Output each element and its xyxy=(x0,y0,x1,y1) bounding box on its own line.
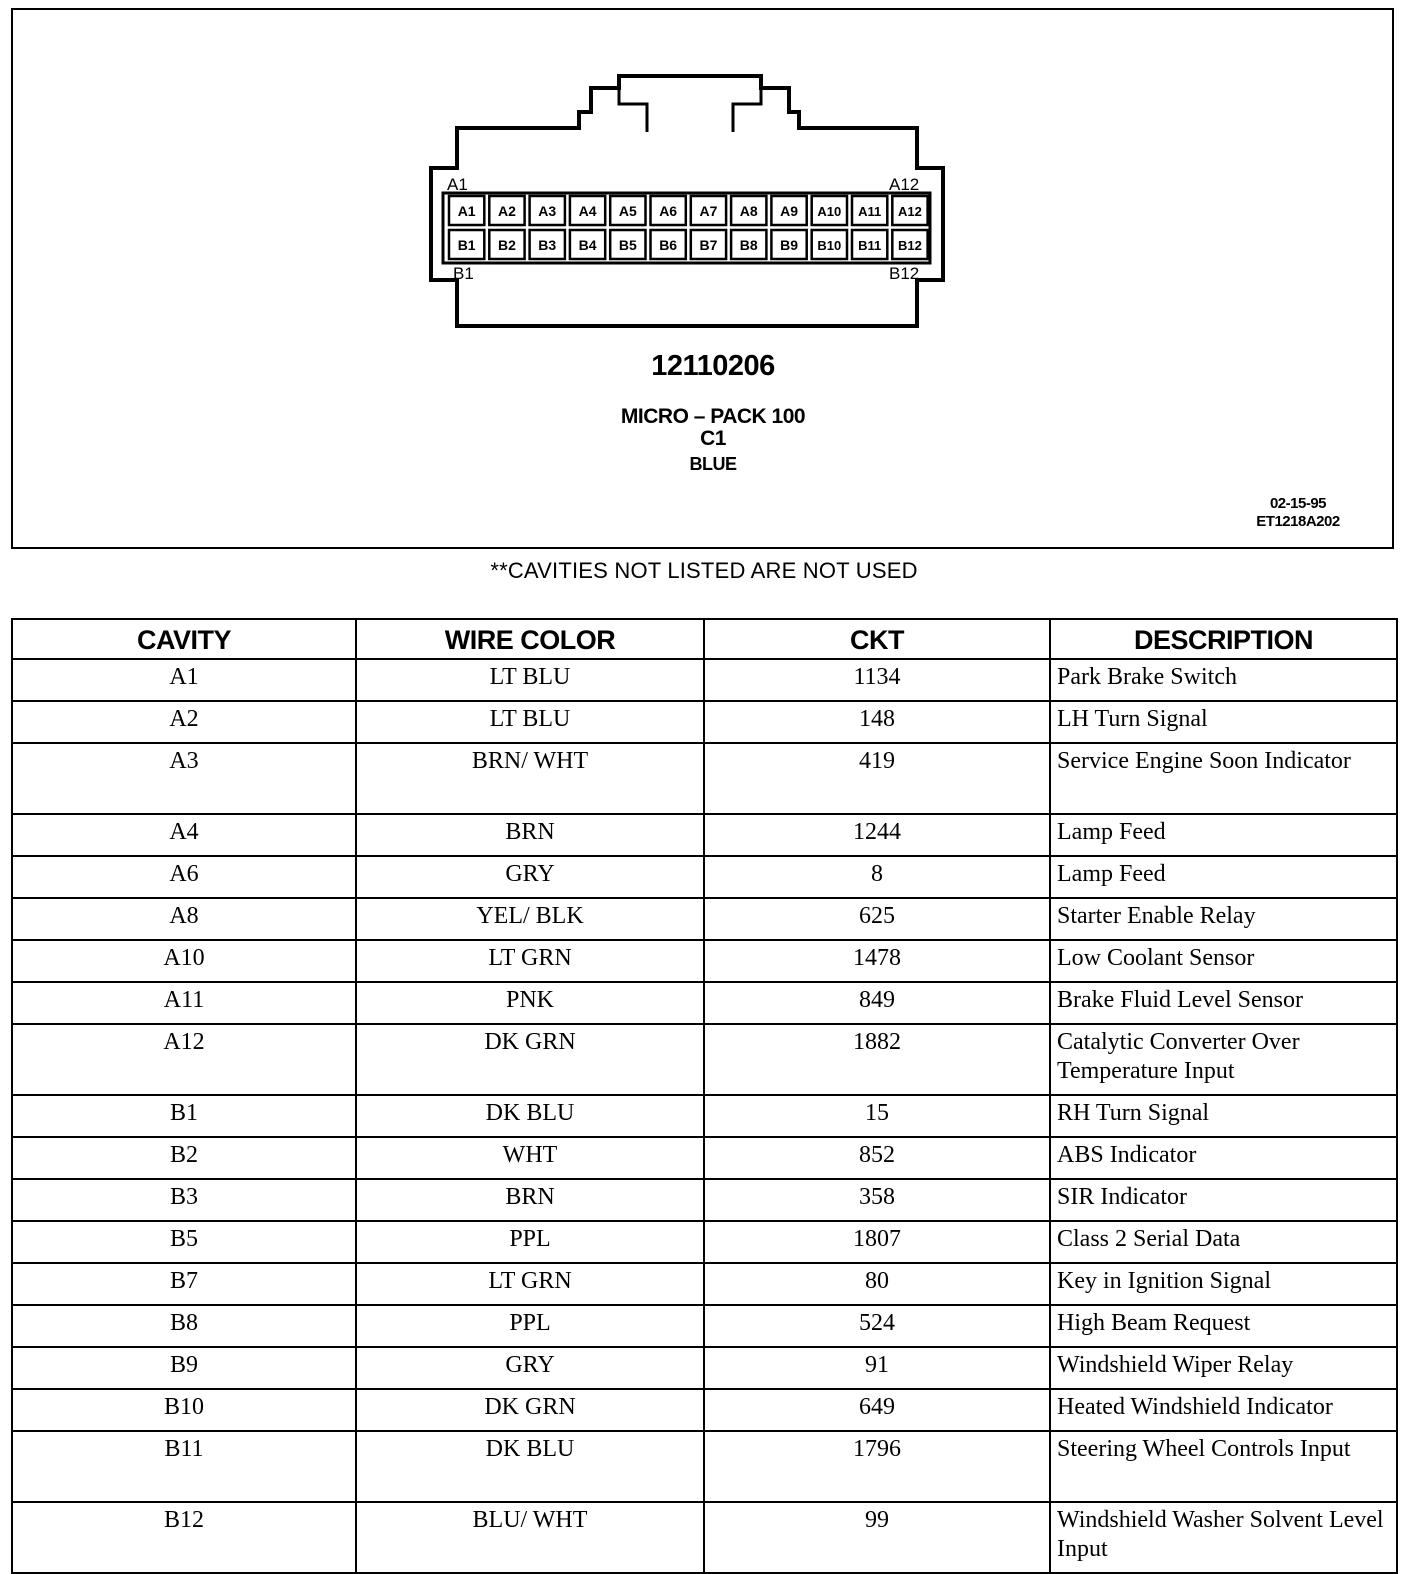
cell-ckt: 1244 xyxy=(704,814,1050,856)
cell-ckt: 625 xyxy=(704,898,1050,940)
cell-cavity: A6 xyxy=(12,856,356,898)
cell-description: LH Turn Signal xyxy=(1050,701,1397,743)
cavity-table xyxy=(11,618,1398,1574)
cell-wire-color: PNK xyxy=(356,982,704,1024)
table-row xyxy=(12,743,1397,814)
cell-wire-color: DK BLU xyxy=(356,1095,704,1137)
cell-cavity: B11 xyxy=(12,1431,356,1502)
cell-wire-color: DK GRN xyxy=(356,1389,704,1431)
cavity-label-b9: B9 xyxy=(780,237,799,253)
cell-wire-color: BRN/ WHT xyxy=(356,743,704,814)
cell-wire-color: LT GRN xyxy=(356,940,704,982)
cell-ckt: 148 xyxy=(704,701,1050,743)
cell-description: High Beam Request xyxy=(1050,1305,1397,1347)
cavity-label-b1: B1 xyxy=(457,237,476,253)
cell-cavity: A8 xyxy=(12,898,356,940)
cavity-label-b4: B4 xyxy=(578,237,597,253)
cell-ckt: 649 xyxy=(704,1389,1050,1431)
cell-description: Windshield Washer Solvent Level Input xyxy=(1050,1502,1397,1573)
cell-wire-color: WHT xyxy=(356,1137,704,1179)
cell-ckt: 91 xyxy=(704,1347,1050,1389)
cell-wire-color: BRN xyxy=(356,1179,704,1221)
cell-wire-color: BRN xyxy=(356,814,704,856)
cell-description: SIR Indicator xyxy=(1050,1179,1397,1221)
cell-wire-color: PPL xyxy=(356,1221,704,1263)
cavity-label-b3: B3 xyxy=(538,237,557,253)
corner-label-a12: A12 xyxy=(889,175,920,194)
connector-id: C1 xyxy=(700,427,726,450)
cell-cavity: B8 xyxy=(12,1305,356,1347)
cell-description: Park Brake Switch xyxy=(1050,659,1397,701)
table-row xyxy=(12,1024,1397,1095)
table-row xyxy=(12,1263,1397,1305)
cell-description: Low Coolant Sensor xyxy=(1050,940,1397,982)
latch-tab xyxy=(619,88,761,132)
table-row xyxy=(12,1095,1397,1137)
table-row xyxy=(12,1389,1397,1431)
cell-cavity: A11 xyxy=(12,982,356,1024)
cavity-label-a5: A5 xyxy=(618,203,637,219)
cell-cavity: B10 xyxy=(12,1389,356,1431)
cell-cavity: B3 xyxy=(12,1179,356,1221)
cell-ckt: 99 xyxy=(704,1502,1050,1573)
table-row xyxy=(12,1502,1397,1573)
table-row xyxy=(12,898,1397,940)
table-row xyxy=(12,1179,1397,1221)
cell-ckt: 15 xyxy=(704,1095,1050,1137)
cavity-label-b8: B8 xyxy=(739,237,758,253)
cell-cavity: A3 xyxy=(12,743,356,814)
cavity-label-a11: A11 xyxy=(858,204,882,219)
cell-description: Lamp Feed xyxy=(1050,856,1397,898)
connector-part-number: 12110206 xyxy=(651,350,775,382)
cell-ckt: 1882 xyxy=(704,1024,1050,1095)
cell-description: RH Turn Signal xyxy=(1050,1095,1397,1137)
cell-ckt: 358 xyxy=(704,1179,1050,1221)
cell-wire-color: LT BLU xyxy=(356,701,704,743)
table-row xyxy=(12,856,1397,898)
cavity-label-a1: A1 xyxy=(457,203,476,219)
cavity-label-b10: B10 xyxy=(817,238,842,253)
cavity-label-a2: A2 xyxy=(497,203,516,219)
table-row xyxy=(12,1221,1397,1263)
cell-ckt: 1796 xyxy=(704,1431,1050,1502)
cavity-label-a12: A12 xyxy=(898,204,922,219)
document-date: 02-15-95 xyxy=(1269,495,1327,512)
table-row xyxy=(12,814,1397,856)
header-cavity: CAVITY xyxy=(12,619,356,659)
cell-description: Heated Windshield Indicator xyxy=(1050,1389,1397,1431)
table-row xyxy=(12,701,1397,743)
cell-cavity: A4 xyxy=(12,814,356,856)
cavity-label-b11: B11 xyxy=(858,238,882,253)
cell-description: ABS Indicator xyxy=(1050,1137,1397,1179)
table-row xyxy=(12,1305,1397,1347)
table-row xyxy=(12,1137,1397,1179)
cell-ckt: 1134 xyxy=(704,659,1050,701)
cell-description: Class 2 Serial Data xyxy=(1050,1221,1397,1263)
cell-cavity: A1 xyxy=(12,659,356,701)
cell-cavity: A12 xyxy=(12,1024,356,1095)
cavity-label-b5: B5 xyxy=(618,237,637,253)
table-row xyxy=(12,940,1397,982)
cell-cavity: A10 xyxy=(12,940,356,982)
unused-cavities-note: **CAVITIES NOT LISTED ARE NOT USED xyxy=(490,558,918,583)
cavity-label-a3: A3 xyxy=(538,203,557,219)
table-row xyxy=(12,1347,1397,1389)
cavity-label-a10: A10 xyxy=(817,204,842,219)
cell-wire-color: YEL/ BLK xyxy=(356,898,704,940)
cell-ckt: 80 xyxy=(704,1263,1050,1305)
cavity-label-a4: A4 xyxy=(578,203,597,219)
cavity-label-b12: B12 xyxy=(898,238,922,253)
corner-label-b1: B1 xyxy=(453,264,474,283)
cavity-label-a9: A9 xyxy=(780,203,799,219)
corner-label-a1: A1 xyxy=(447,175,468,194)
cavity-label-a8: A8 xyxy=(739,203,758,219)
header-ckt: CKT xyxy=(704,619,1050,659)
table-header-row xyxy=(12,619,1397,659)
cell-ckt: 524 xyxy=(704,1305,1050,1347)
cell-ckt: 849 xyxy=(704,982,1050,1024)
cell-description: Key in Ignition Signal xyxy=(1050,1263,1397,1305)
corner-label-b12: B12 xyxy=(889,264,920,283)
cell-ckt: 852 xyxy=(704,1137,1050,1179)
cell-description: Catalytic Converter Over Temperature Input xyxy=(1050,1024,1397,1095)
cell-wire-color: DK GRN xyxy=(356,1024,704,1095)
table-row xyxy=(12,1431,1397,1502)
cell-cavity: B12 xyxy=(12,1502,356,1573)
connector-name: MICRO – PACK 100 xyxy=(620,405,806,428)
cavity-label-a7: A7 xyxy=(699,203,718,219)
cell-description: Windshield Wiper Relay xyxy=(1050,1347,1397,1389)
connector-color: BLUE xyxy=(689,454,737,474)
cell-description: Service Engine Soon Indicator xyxy=(1050,743,1397,814)
table-row xyxy=(12,659,1397,701)
cell-cavity: A2 xyxy=(12,701,356,743)
cell-description: Brake Fluid Level Sensor xyxy=(1050,982,1397,1024)
cell-cavity: B2 xyxy=(12,1137,356,1179)
cell-ckt: 1807 xyxy=(704,1221,1050,1263)
header-wire-color: WIRE COLOR xyxy=(356,619,704,659)
table-row xyxy=(12,982,1397,1024)
cell-ckt: 1478 xyxy=(704,940,1050,982)
cell-ckt: 419 xyxy=(704,743,1050,814)
cell-description: Steering Wheel Controls Input xyxy=(1050,1431,1397,1502)
cell-ckt: 8 xyxy=(704,856,1050,898)
cavity-label-b6: B6 xyxy=(659,237,678,253)
document-code: ET1218A202 xyxy=(1256,513,1340,530)
cell-cavity: B9 xyxy=(12,1347,356,1389)
cavity-grid xyxy=(449,196,928,259)
cell-cavity: B5 xyxy=(12,1221,356,1263)
cell-wire-color: LT GRN xyxy=(356,1263,704,1305)
cell-description: Starter Enable Relay xyxy=(1050,898,1397,940)
cell-cavity: B1 xyxy=(12,1095,356,1137)
cell-wire-color: DK BLU xyxy=(356,1431,704,1502)
cavity-label-b7: B7 xyxy=(699,237,718,253)
cell-wire-color: GRY xyxy=(356,856,704,898)
connector-diagram-frame xyxy=(11,8,1394,549)
cell-wire-color: PPL xyxy=(356,1305,704,1347)
cavity-label-b2: B2 xyxy=(497,237,516,253)
header-description: DESCRIPTION xyxy=(1050,619,1397,659)
cavity-label-a6: A6 xyxy=(659,203,678,219)
cell-description: Lamp Feed xyxy=(1050,814,1397,856)
cell-wire-color: LT BLU xyxy=(356,659,704,701)
cell-wire-color: GRY xyxy=(356,1347,704,1389)
cell-cavity: B7 xyxy=(12,1263,356,1305)
cell-wire-color: BLU/ WHT xyxy=(356,1502,704,1573)
